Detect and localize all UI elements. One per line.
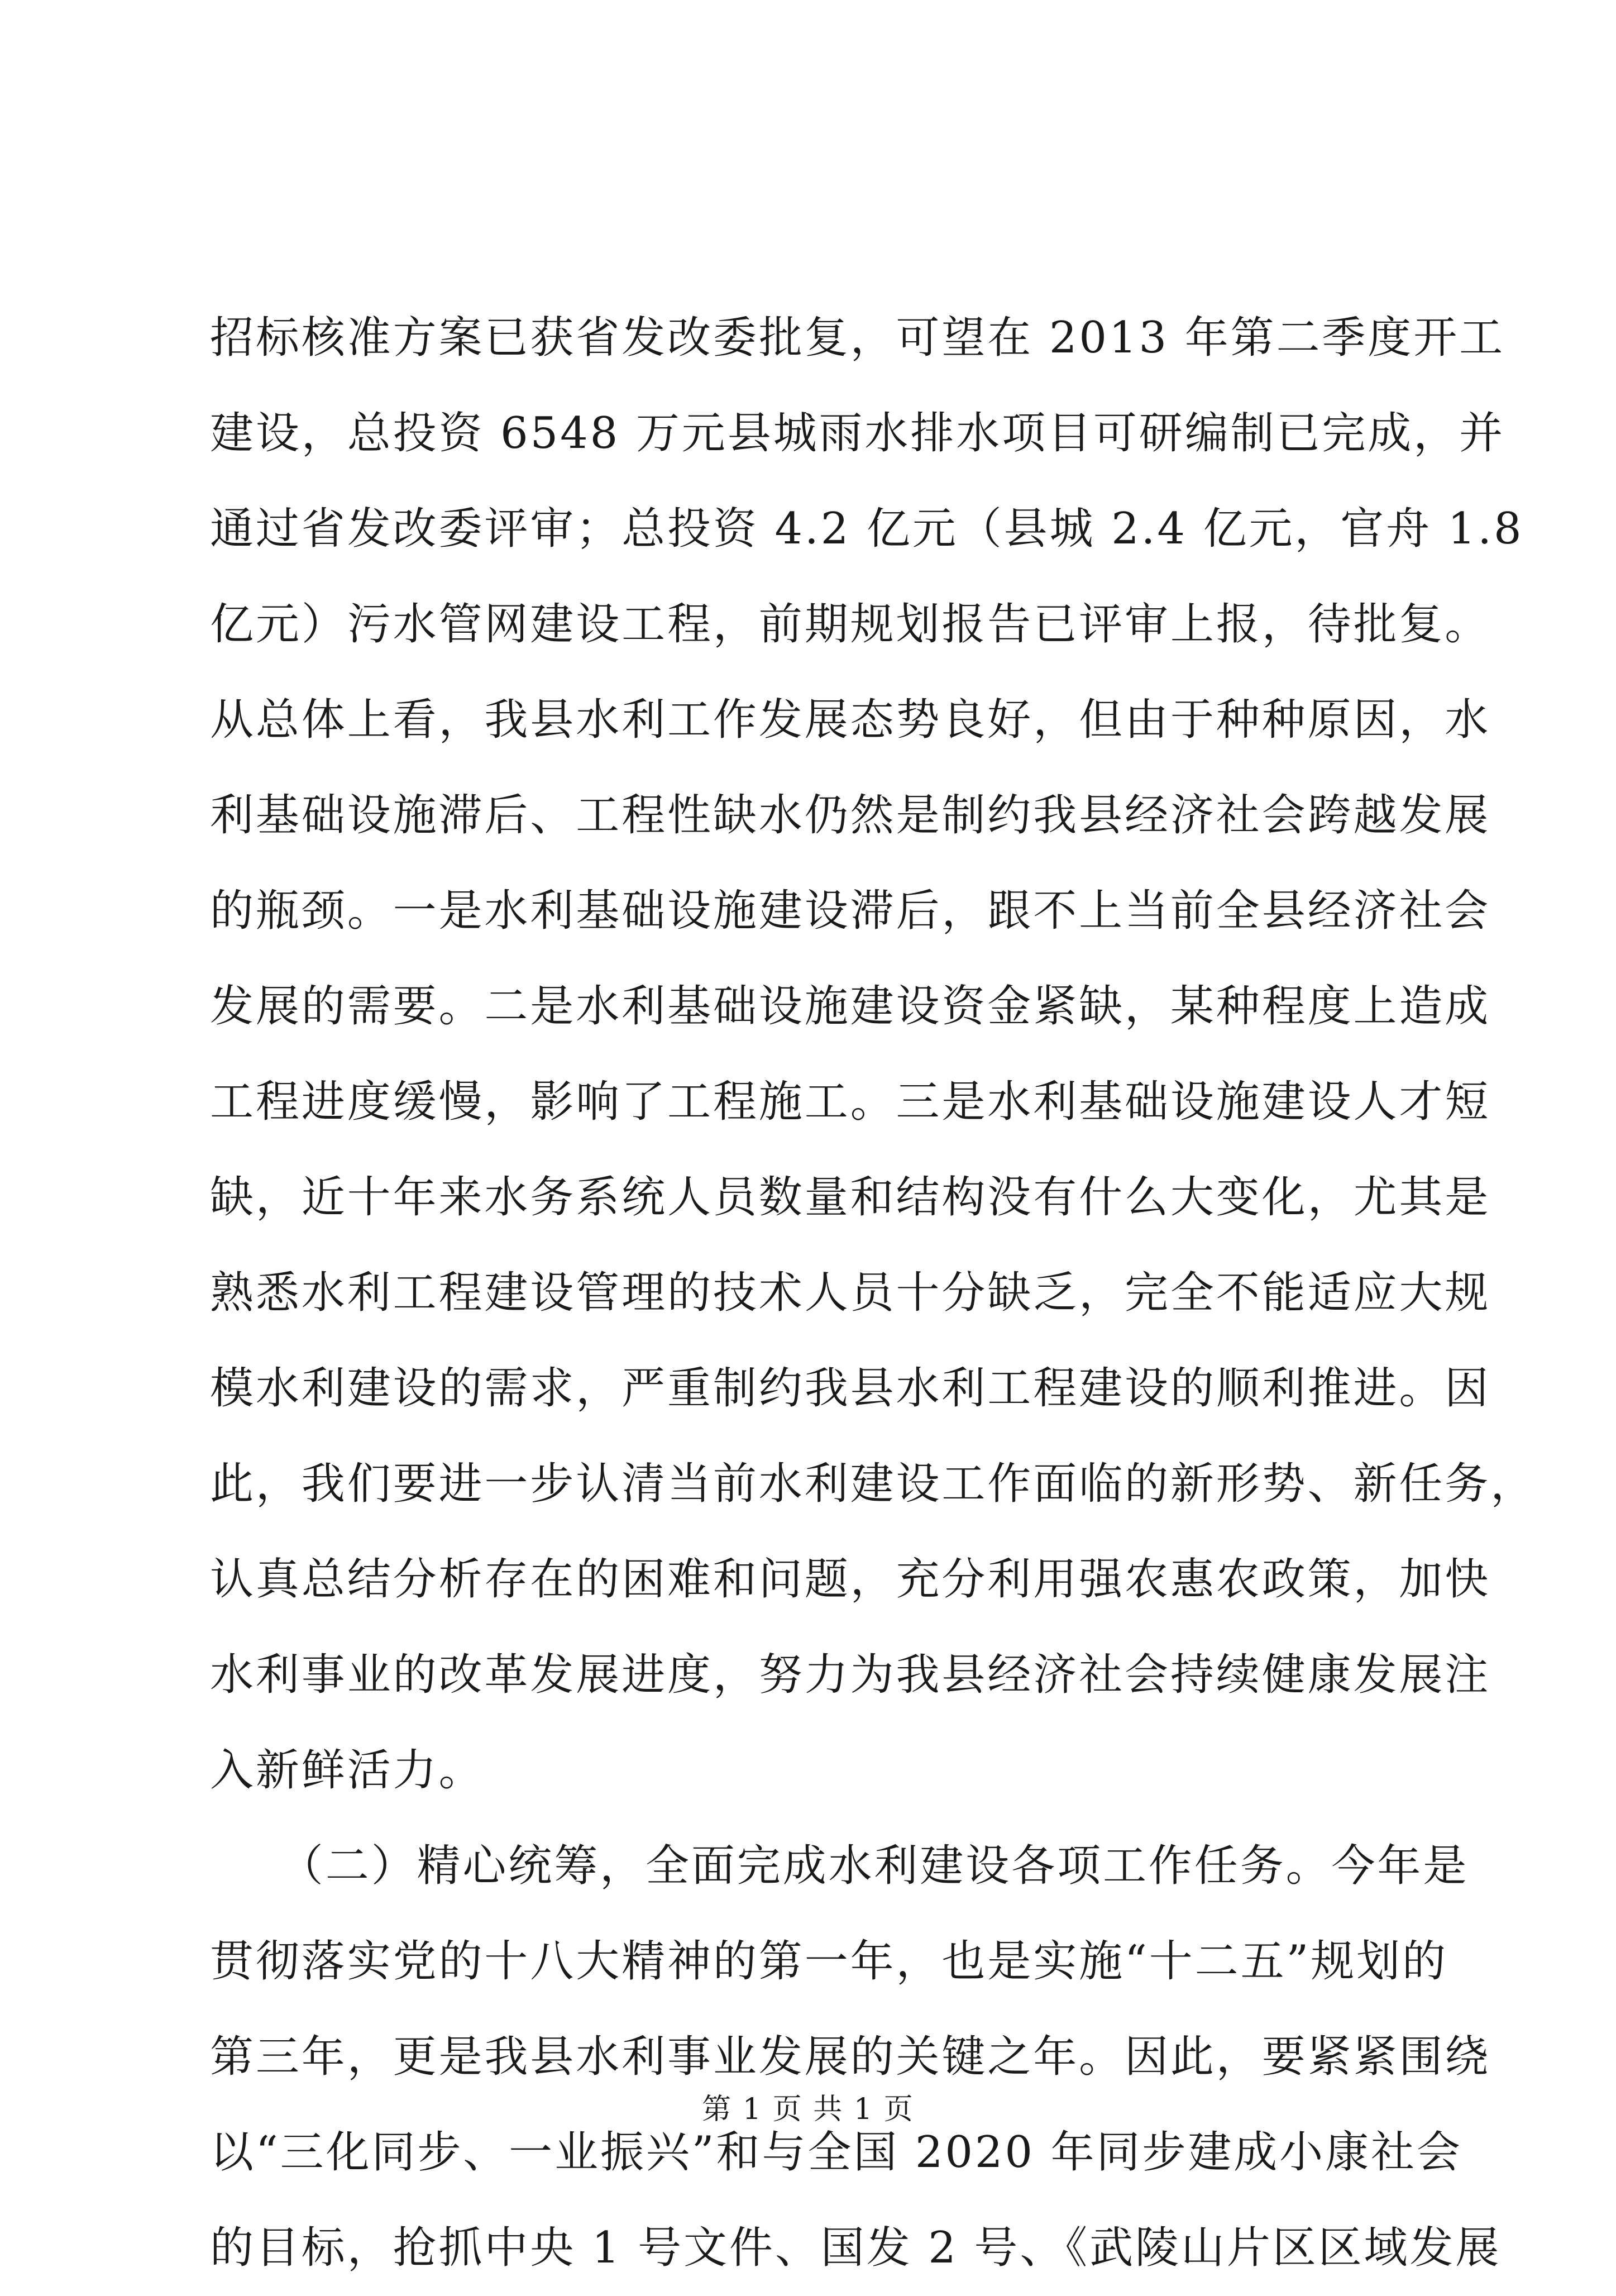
text-line: （二）精心统筹，全面完成水利建设各项工作任务。今年是	[210, 1841, 1469, 1891]
text-line: 熟悉水利工程建设管理的技术人员十分缺乏，完全不能适应大规	[210, 1268, 1491, 1318]
text-line: 工程进度缓慢，影响了工程施工。三是水利基础设施建设人才短	[210, 1077, 1491, 1127]
text-line: 利基础设施滞后、工程性缺水仍然是制约我县经济社会跨越发展	[210, 790, 1491, 841]
text-line: 亿元）污水管网建设工程，前期规划报告已评审上报，待批复。	[210, 599, 1491, 650]
text-line: 缺，近十年来水务系统人员数量和结构没有什么大变化，尤其是	[210, 1172, 1491, 1223]
text-line: 第三年，更是我县水利事业发展的关键之年。因此，要紧紧围绕	[210, 2032, 1491, 2082]
text-line: 的瓶颈。一是水利基础设施建设滞后，跟不上当前全县经济社会	[210, 886, 1491, 936]
text-line: 入新鲜活力。	[210, 1745, 485, 1796]
text-line: 水利事业的改革发展进度，努力为我县经济社会持续健康发展注	[210, 1650, 1491, 1700]
text-line: 从总体上看，我县水利工作发展态势良好，但由于种种原因，水	[210, 695, 1491, 745]
text-line: 的目标，抢抓中央 1 号文件、国发 2 号、《武陵山片区区域发展	[210, 2223, 1502, 2273]
page-footer	[0, 2087, 1616, 2132]
text-line: 招标核准方案已获省发改委批复，可望在 2013 年第二季度开工	[210, 313, 1505, 363]
text-line: 认真总结分析存在的困难和问题，充分利用强农惠农政策，加快	[210, 1554, 1491, 1605]
text-line: 发展的需要。二是水利基础设施建设资金紧缺，某种程度上造成	[210, 981, 1491, 1032]
text-line: 建设，总投资 6548 万元县城雨水排水项目可研编制已完成，并	[210, 408, 1505, 459]
text-line: 通过省发改委评审；总投资 4.2 亿元（县城 2.4 亿元，官舟 1.8	[210, 504, 1524, 554]
text-line: 以“三化同步、一业振兴”和与全国 2020 年同步建成小康社会	[210, 2127, 1462, 2178]
text-line: 模水利建设的需求，严重制约我县水利工程建设的顺利推进。因	[210, 1363, 1491, 1414]
text-line: 贯彻落实党的十八大精神的第一年，也是实施“十二五”规划的	[210, 1936, 1448, 1987]
body-text	[210, 290, 1537, 2296]
text-line: 此，我们要进一步认清当前水利建设工作面临的新形势、新任务，	[210, 1459, 1537, 1509]
page-number: 第 1 页 共 1 页	[702, 2093, 914, 2126]
